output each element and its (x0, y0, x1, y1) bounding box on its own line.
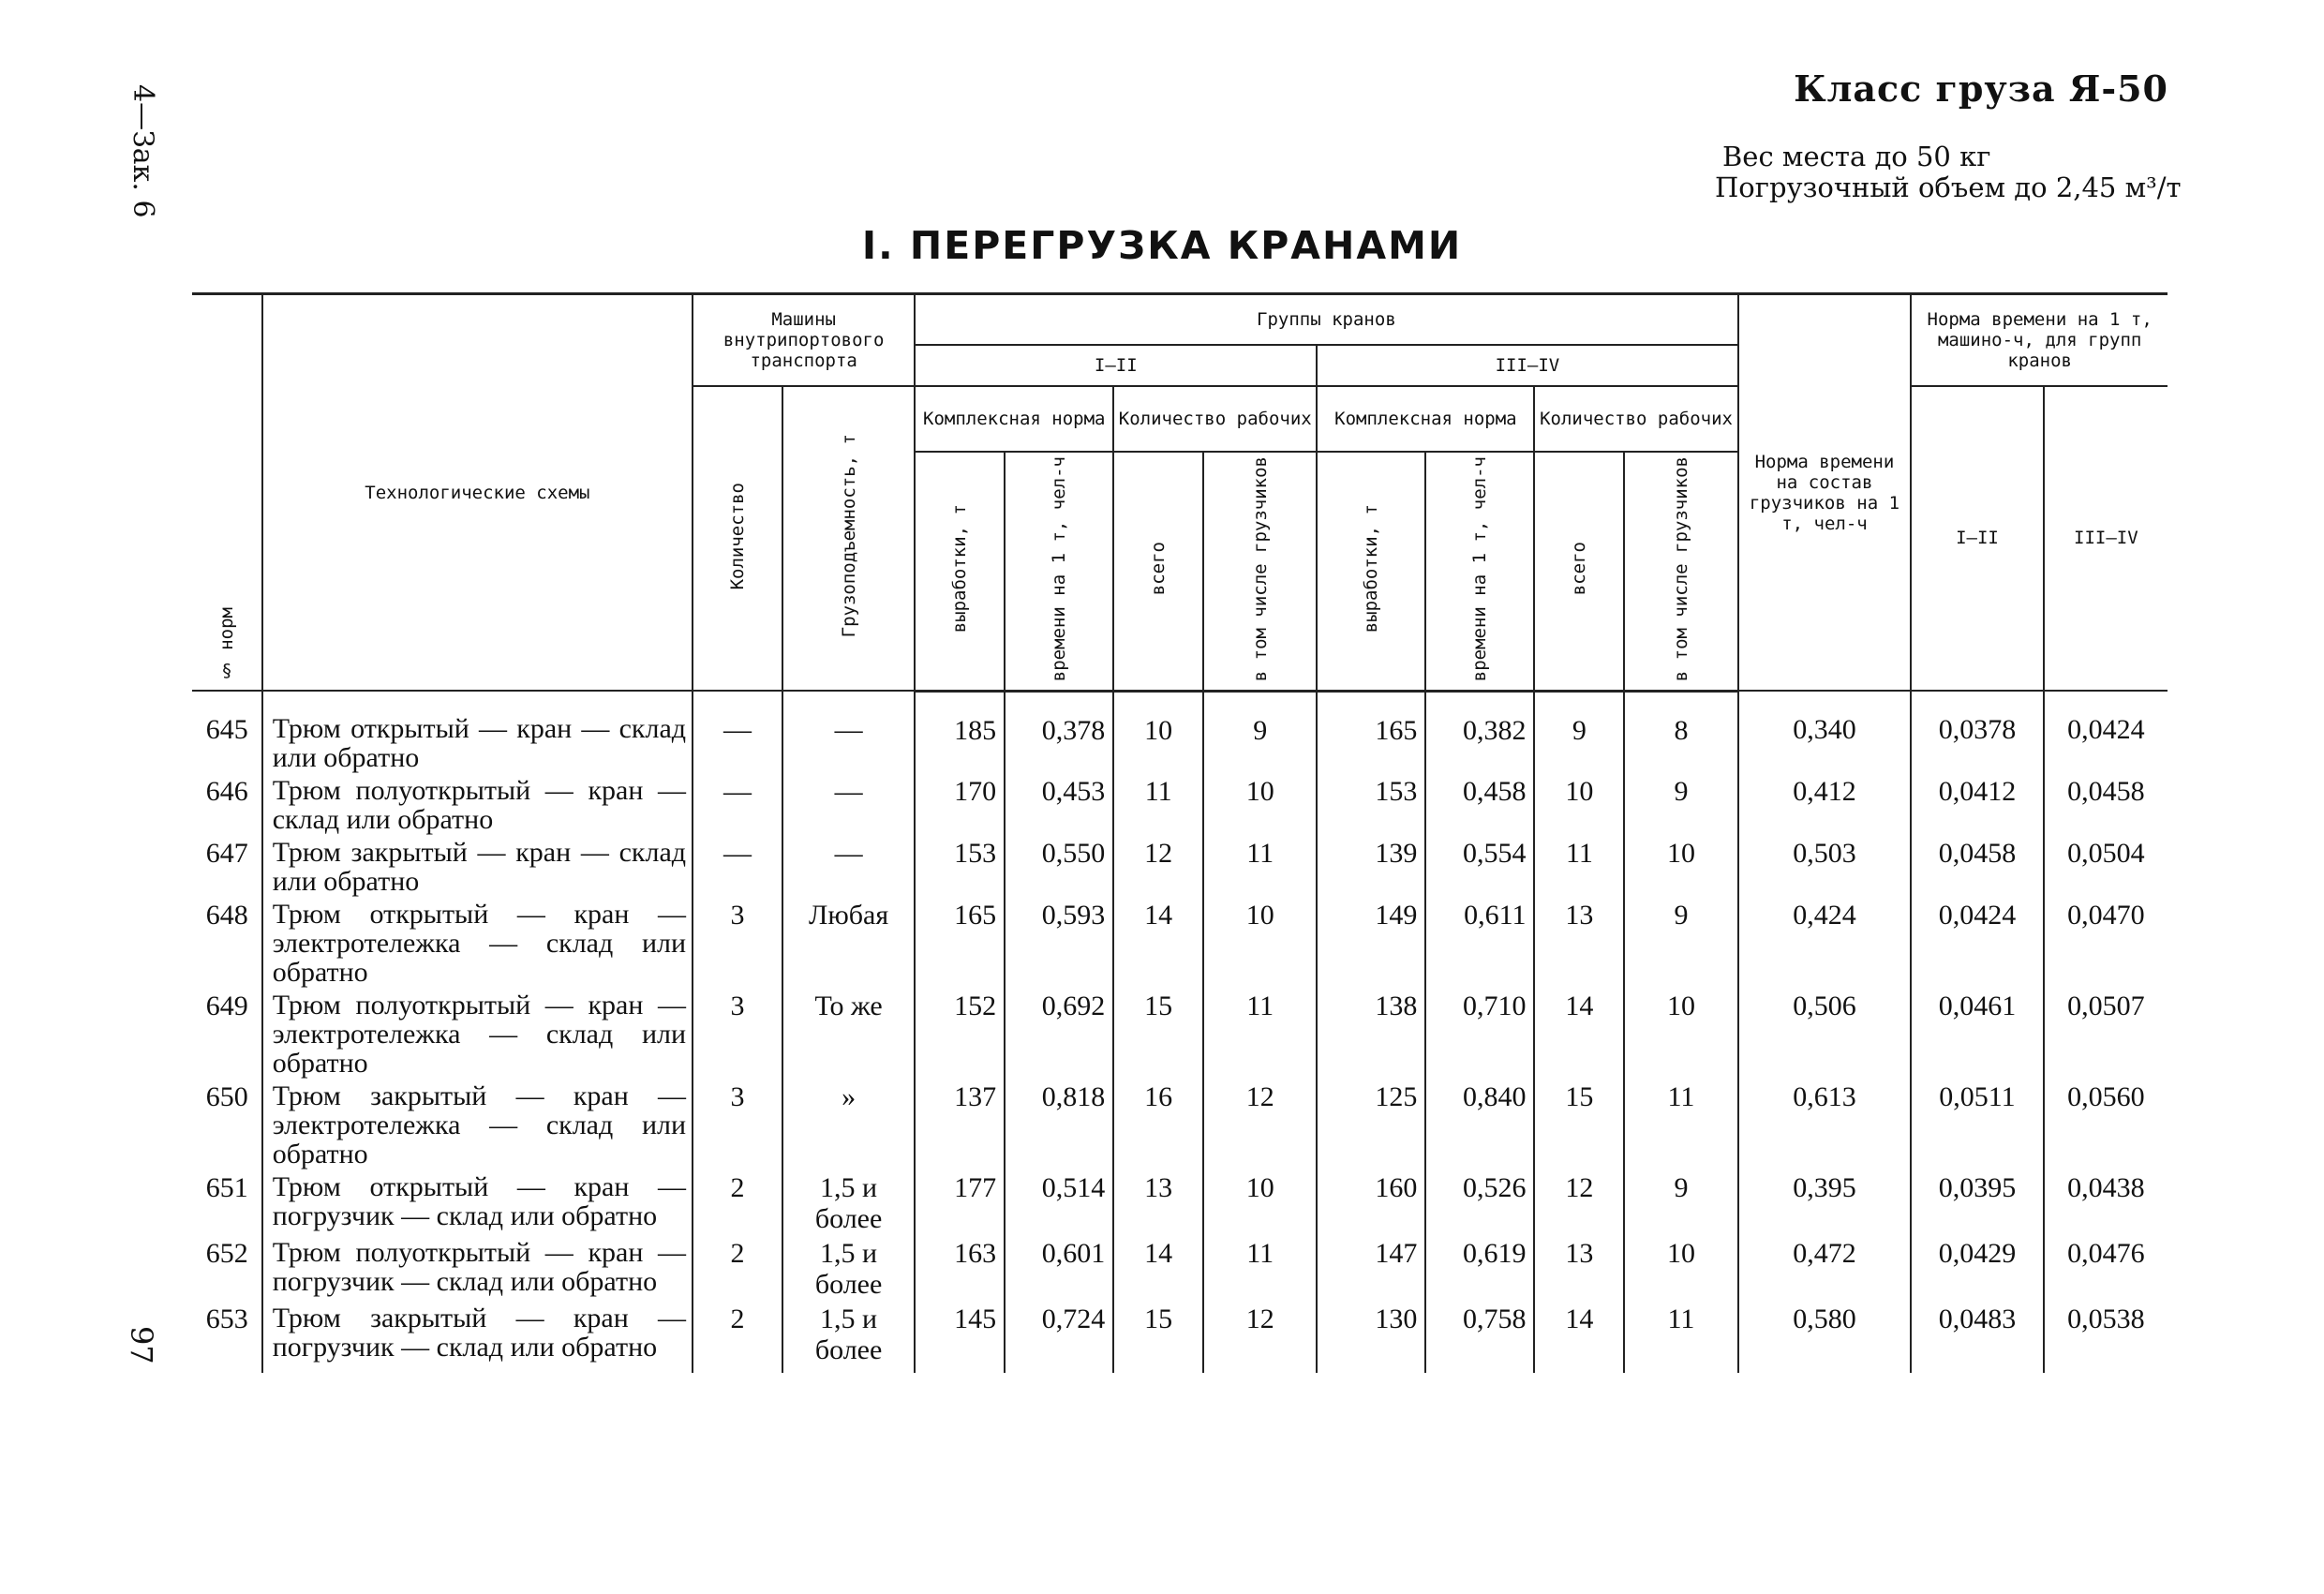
machine-norm-1: 0,0412 (1911, 774, 2043, 836)
loaders-2: 10 (1624, 1236, 1737, 1302)
header-crane-groups: Группы кранов (915, 294, 1737, 345)
machines-qty: — (693, 836, 782, 898)
machines-qty: 2 (693, 1236, 782, 1302)
total-1: 15 (1113, 1302, 1203, 1373)
total-2: 12 (1534, 1170, 1624, 1236)
loaders-2: 10 (1624, 836, 1737, 898)
loaders-1: 11 (1203, 1236, 1317, 1302)
machine-norm-2: 0,0470 (2044, 898, 2168, 989)
header-machine-group-2: III—IV (2044, 386, 2168, 692)
scheme: Трюм открытый — кран — склад или обратно (262, 691, 693, 774)
output-2: 160 (1317, 1170, 1425, 1236)
header-workers-count-2: Количество рабочих (1534, 386, 1737, 452)
machine-norm-2: 0,0504 (2044, 836, 2168, 898)
norms-table-wrapper (192, 292, 2168, 1373)
header-complex-norm-2: Комплексная норма (1317, 386, 1534, 452)
loaders-1: 10 (1203, 898, 1317, 989)
volume-line: Погрузочный объем до 2,45 м³/т (1715, 171, 2182, 203)
machines-capacity: 1,5 и более (782, 1170, 915, 1236)
machines-qty: 3 (693, 898, 782, 989)
header-total-1: всего (1113, 452, 1203, 692)
machine-norm-1: 0,0483 (1911, 1302, 2043, 1373)
header-machines-qty: Количество (693, 386, 782, 692)
machines-qty: 2 (693, 1302, 782, 1373)
total-1: 16 (1113, 1080, 1203, 1170)
loaders-1: 11 (1203, 989, 1317, 1080)
loader-norm: 0,503 (1738, 836, 1912, 898)
time-2: 0,554 (1425, 836, 1534, 898)
total-1: 13 (1113, 1170, 1203, 1236)
total-1: 10 (1113, 691, 1203, 774)
norm-number: 647 (192, 836, 262, 898)
time-2: 0,758 (1425, 1302, 1534, 1373)
time-1: 0,514 (1005, 1170, 1113, 1236)
output-1: 137 (915, 1080, 1005, 1170)
loaders-1: 11 (1203, 836, 1317, 898)
loader-norm: 0,395 (1738, 1170, 1912, 1236)
time-1: 0,601 (1005, 1236, 1113, 1302)
header-output-1: выработки, т (915, 452, 1005, 692)
loaders-2: 9 (1624, 774, 1737, 836)
output-1: 165 (915, 898, 1005, 989)
norm-number: 648 (192, 898, 262, 989)
loader-norm: 0,472 (1738, 1236, 1912, 1302)
header-workers-count-1: Количество рабочих (1113, 386, 1317, 452)
loaders-2: 9 (1624, 1170, 1737, 1236)
time-1: 0,724 (1005, 1302, 1113, 1373)
total-2: 15 (1534, 1080, 1624, 1170)
machines-qty: 3 (693, 1080, 782, 1170)
weight-line: Вес места до 50 кг (1722, 141, 1991, 172)
output-2: 149 (1317, 898, 1425, 989)
machines-capacity: » (782, 1080, 915, 1170)
loaders-2: 8 (1624, 691, 1737, 774)
machine-norm-2: 0,0507 (2044, 989, 2168, 1080)
norms-table (192, 292, 2168, 1373)
page-number: 97 (124, 1326, 159, 1364)
norm-number: 653 (192, 1302, 262, 1373)
machine-norm-1: 0,0461 (1911, 989, 2043, 1080)
table-row (192, 691, 2168, 774)
header-group-2: III—IV (1317, 345, 1737, 386)
header-loaders-1: в том числе грузчиков (1203, 452, 1317, 692)
norm-number: 645 (192, 691, 262, 774)
scheme: Трюм полуоткрытый — кран — склад или обратно (262, 774, 693, 836)
machine-norm-1: 0,0458 (1911, 836, 2043, 898)
total-2: 14 (1534, 989, 1624, 1080)
total-1: 11 (1113, 774, 1203, 836)
machine-norm-1: 0,0424 (1911, 898, 2043, 989)
total-2: 11 (1534, 836, 1624, 898)
machine-norm-1: 0,0511 (1911, 1080, 2043, 1170)
loader-norm: 0,412 (1738, 774, 1912, 836)
machine-norm-2: 0,0476 (2044, 1236, 2168, 1302)
machine-norm-2: 0,0560 (2044, 1080, 2168, 1170)
loaders-2: 10 (1624, 989, 1737, 1080)
machines-capacity: Любая (782, 898, 915, 989)
table-row (192, 989, 2168, 1080)
output-1: 153 (915, 836, 1005, 898)
table-row (192, 1080, 2168, 1170)
loaders-1: 12 (1203, 1302, 1317, 1373)
header-total-2: всего (1534, 452, 1624, 692)
machines-capacity: То же (782, 989, 915, 1080)
time-1: 0,692 (1005, 989, 1113, 1080)
output-2: 153 (1317, 774, 1425, 836)
side-code: 4—Зак. 6 (127, 84, 159, 218)
machines-qty: 3 (693, 989, 782, 1080)
scheme: Трюм закрытый — кран — погрузчик — склад или обратно (262, 1302, 693, 1373)
total-2: 9 (1534, 691, 1624, 774)
header-scheme: Технологические схемы (262, 294, 693, 692)
output-1: 163 (915, 1236, 1005, 1302)
total-1: 15 (1113, 989, 1203, 1080)
header-loader-norm: Норма времени на состав грузчиков на 1 т, чел-ч (1738, 294, 1912, 692)
time-1: 0,818 (1005, 1080, 1113, 1170)
machines-capacity: — (782, 836, 915, 898)
scheme: Трюм закрытый — кран — электротележка — склад или обратно (262, 1080, 693, 1170)
time-1: 0,593 (1005, 898, 1113, 989)
table-body (192, 691, 2168, 1373)
time-2: 0,710 (1425, 989, 1534, 1080)
machines-qty: — (693, 691, 782, 774)
table-row (192, 1170, 2168, 1236)
time-2: 0,840 (1425, 1080, 1534, 1170)
loaders-1: 10 (1203, 1170, 1317, 1236)
scheme: Трюм полуоткрытый — кран — электротележка — склад или обратно (262, 989, 693, 1080)
header-time-2: времени на 1 т, чел-ч (1425, 452, 1534, 692)
header-loaders-2: в том числе грузчиков (1624, 452, 1737, 692)
machines-capacity: — (782, 691, 915, 774)
header-machine-group-1: I—II (1911, 386, 2043, 692)
output-2: 130 (1317, 1302, 1425, 1373)
machine-norm-2: 0,0424 (2044, 691, 2168, 774)
machines-capacity: 1,5 и более (782, 1236, 915, 1302)
time-2: 0,619 (1425, 1236, 1534, 1302)
norm-number: 651 (192, 1170, 262, 1236)
output-1: 185 (915, 691, 1005, 774)
table-row (192, 774, 2168, 836)
header-machines: Машины внутрипортового транспорта (693, 294, 915, 386)
table-row (192, 1302, 2168, 1373)
loaders-1: 12 (1203, 1080, 1317, 1170)
time-2: 0,458 (1425, 774, 1534, 836)
machines-capacity: — (782, 774, 915, 836)
time-2: 0,382 (1425, 691, 1534, 774)
time-2: 0,611 (1425, 898, 1534, 989)
time-2: 0,526 (1425, 1170, 1534, 1236)
header-machines-capacity: Грузоподъемность, т (782, 386, 915, 692)
loaders-2: 11 (1624, 1080, 1737, 1170)
output-2: 147 (1317, 1236, 1425, 1302)
total-1: 12 (1113, 836, 1203, 898)
loaders-1: 10 (1203, 774, 1317, 836)
loader-norm: 0,506 (1738, 989, 1912, 1080)
total-1: 14 (1113, 898, 1203, 989)
time-1: 0,453 (1005, 774, 1113, 836)
machines-capacity: 1,5 и более (782, 1302, 915, 1373)
table-row (192, 1236, 2168, 1302)
header-machine-norm: Норма времени на 1 т, машино-ч, для групп кранов (1911, 294, 2168, 386)
section-title: I. ПЕРЕГРУЗКА КРАНАМИ (861, 223, 1463, 268)
scheme: Трюм открытый — кран — погрузчик — склад или обратно (262, 1170, 693, 1236)
header-time-1: времени на 1 т, чел-ч (1005, 452, 1113, 692)
output-1: 152 (915, 989, 1005, 1080)
total-2: 10 (1534, 774, 1624, 836)
header-complex-norm-1: Комплексная норма (915, 386, 1113, 452)
table-row (192, 898, 2168, 989)
cargo-class-title: Класс груза Я-50 (1794, 67, 2168, 110)
machine-norm-2: 0,0538 (2044, 1302, 2168, 1373)
table-row (192, 836, 2168, 898)
header-norm-number: § норм (192, 294, 262, 692)
output-1: 177 (915, 1170, 1005, 1236)
loader-norm: 0,340 (1738, 691, 1912, 774)
output-1: 145 (915, 1302, 1005, 1373)
total-2: 14 (1534, 1302, 1624, 1373)
loader-norm: 0,424 (1738, 898, 1912, 989)
loaders-2: 9 (1624, 898, 1737, 989)
loader-norm: 0,580 (1738, 1302, 1912, 1373)
machine-norm-2: 0,0438 (2044, 1170, 2168, 1236)
loaders-1: 9 (1203, 691, 1317, 774)
scheme: Трюм полуоткрытый — кран — погрузчик — склад или обратно (262, 1236, 693, 1302)
output-2: 138 (1317, 989, 1425, 1080)
time-1: 0,378 (1005, 691, 1113, 774)
norm-number: 650 (192, 1080, 262, 1170)
header-output-2: выработки, т (1317, 452, 1425, 692)
scheme: Трюм открытый — кран — электротележка — склад или обратно (262, 898, 693, 989)
output-1: 170 (915, 774, 1005, 836)
output-2: 165 (1317, 691, 1425, 774)
output-2: 125 (1317, 1080, 1425, 1170)
scheme: Трюм закрытый — кран — склад или обратно (262, 836, 693, 898)
loaders-2: 11 (1624, 1302, 1737, 1373)
machines-qty: — (693, 774, 782, 836)
machine-norm-1: 0,0378 (1911, 691, 2043, 774)
machine-norm-1: 0,0395 (1911, 1170, 2043, 1236)
norm-number: 646 (192, 774, 262, 836)
machine-norm-1: 0,0429 (1911, 1236, 2043, 1302)
table-header (192, 294, 2168, 692)
total-2: 13 (1534, 1236, 1624, 1302)
header-group-1: I—II (915, 345, 1317, 386)
norm-number: 649 (192, 989, 262, 1080)
loader-norm: 0,613 (1738, 1080, 1912, 1170)
norm-number: 652 (192, 1236, 262, 1302)
total-1: 14 (1113, 1236, 1203, 1302)
time-1: 0,550 (1005, 836, 1113, 898)
output-2: 139 (1317, 836, 1425, 898)
total-2: 13 (1534, 898, 1624, 989)
machines-qty: 2 (693, 1170, 782, 1236)
machine-norm-2: 0,0458 (2044, 774, 2168, 836)
